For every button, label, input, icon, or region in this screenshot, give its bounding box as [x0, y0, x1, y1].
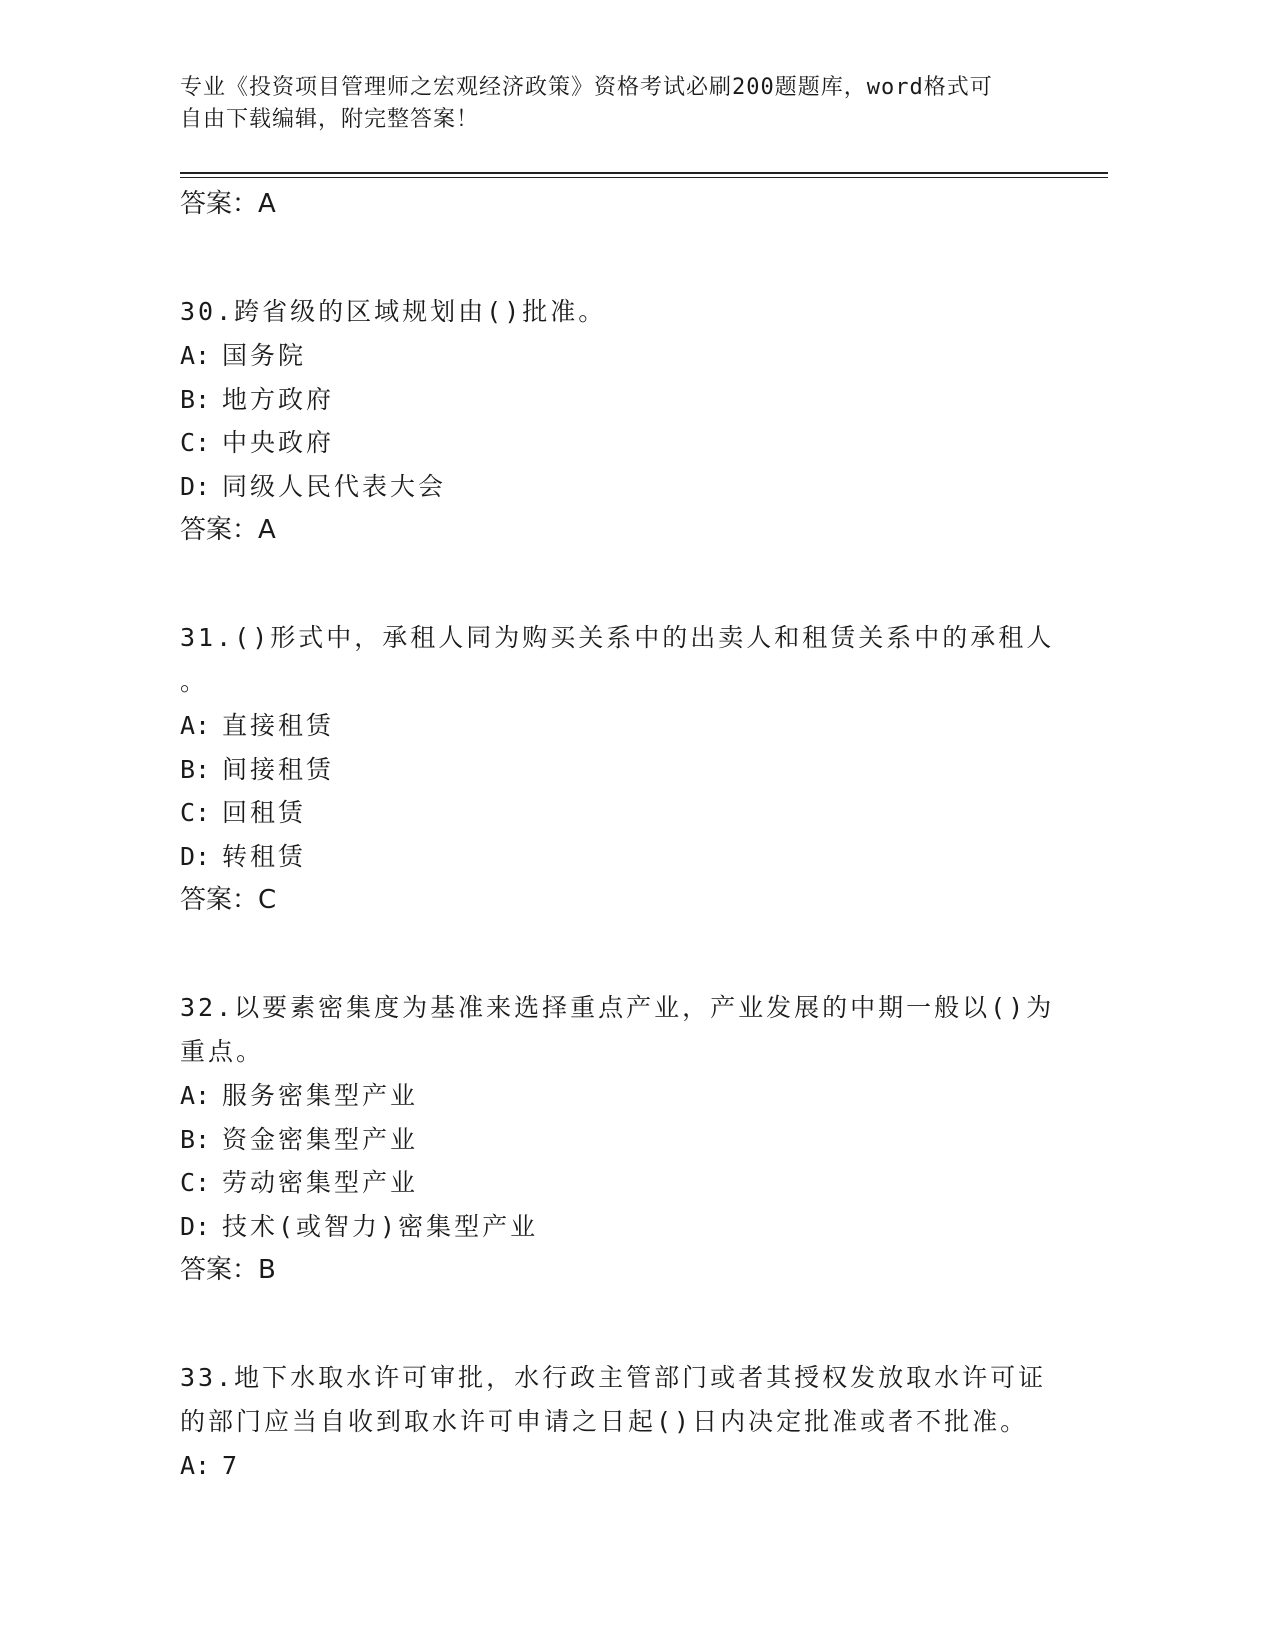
option-b — [180, 378, 1080, 422]
option-text: 回租赁 — [222, 798, 307, 827]
question-block — [180, 290, 1080, 550]
header-rule-thin — [180, 177, 1108, 178]
option-c — [180, 1161, 1080, 1205]
option-d — [180, 1205, 1080, 1249]
option-a — [180, 1444, 1080, 1488]
option-key: B: — [180, 1124, 211, 1154]
option-text: 直接租赁 — [222, 711, 335, 740]
answer-line: 答案：A — [180, 189, 276, 219]
option-a — [180, 1074, 1080, 1118]
option-key: D: — [180, 841, 211, 871]
option-c — [180, 791, 1080, 835]
option-b — [180, 1118, 1080, 1162]
option-text: 劳动密集型产业 — [222, 1168, 419, 1197]
option-key: C: — [180, 428, 211, 457]
option-text: 转租赁 — [222, 841, 307, 871]
option-key: D: — [180, 1211, 211, 1241]
option-key: C: — [180, 798, 211, 827]
question-text-continued: 。 — [180, 667, 209, 696]
option-text: 资金密集型产业 — [222, 1124, 419, 1154]
option-key: A: — [180, 711, 211, 740]
option-text: 服务密集型产业 — [222, 1081, 419, 1110]
document-header — [180, 72, 1040, 136]
option-text: 间接租赁 — [222, 754, 335, 784]
option-text: 7 — [222, 1451, 241, 1480]
question-text-continued: 重点。 — [180, 1037, 265, 1066]
option-key: A: — [180, 341, 211, 370]
answer-line: 答案：C — [180, 885, 277, 915]
question-text: 31.()形式中，承租人同为购买关系中的出卖人和租赁关系中的承租人 — [180, 623, 1055, 652]
option-a — [180, 334, 1080, 378]
question-text: 33.地下水取水许可审批，水行政主管部门或者其授权发放取水许可证 — [180, 1363, 1047, 1392]
answer-line: 答案：A — [180, 515, 276, 545]
question-text: 32.以要素密集度为基准来选择重点产业，产业发展的中期一般以()为 — [180, 993, 1055, 1022]
option-text: 中央政府 — [222, 428, 335, 457]
question-block — [180, 986, 1080, 1290]
option-c — [180, 421, 1080, 465]
option-text: 国务院 — [222, 341, 307, 370]
option-key: A: — [180, 1081, 211, 1110]
question-text-continued: 的部门应当自收到取水许可申请之日起()日内决定批准或者不批准。 — [180, 1407, 1029, 1436]
option-key: B: — [180, 754, 211, 784]
question-text: 30.跨省级的区域规划由()批准。 — [180, 297, 607, 326]
header-rule-thick — [180, 172, 1108, 174]
option-d — [180, 465, 1080, 509]
header-line-2: 自由下载编辑，附完整答案！ — [180, 107, 480, 132]
option-text: 地方政府 — [222, 384, 335, 414]
option-key: A: — [180, 1451, 211, 1480]
question-list — [180, 182, 1080, 1488]
option-d — [180, 835, 1080, 879]
header-line-1: 专业《投资项目管理师之宏观经济政策》资格考试必刷200题题库，word格式可 — [180, 75, 993, 100]
option-b — [180, 748, 1080, 792]
option-a — [180, 704, 1080, 748]
option-key: D: — [180, 471, 211, 501]
option-key: B: — [180, 384, 211, 414]
option-text: 技术(或智力)密集型产业 — [222, 1211, 539, 1241]
option-key: C: — [180, 1168, 211, 1197]
option-text: 同级人民代表大会 — [222, 471, 447, 501]
answer-line: 答案：B — [180, 1255, 276, 1285]
question-block — [180, 1356, 1080, 1488]
question-block — [180, 616, 1080, 920]
